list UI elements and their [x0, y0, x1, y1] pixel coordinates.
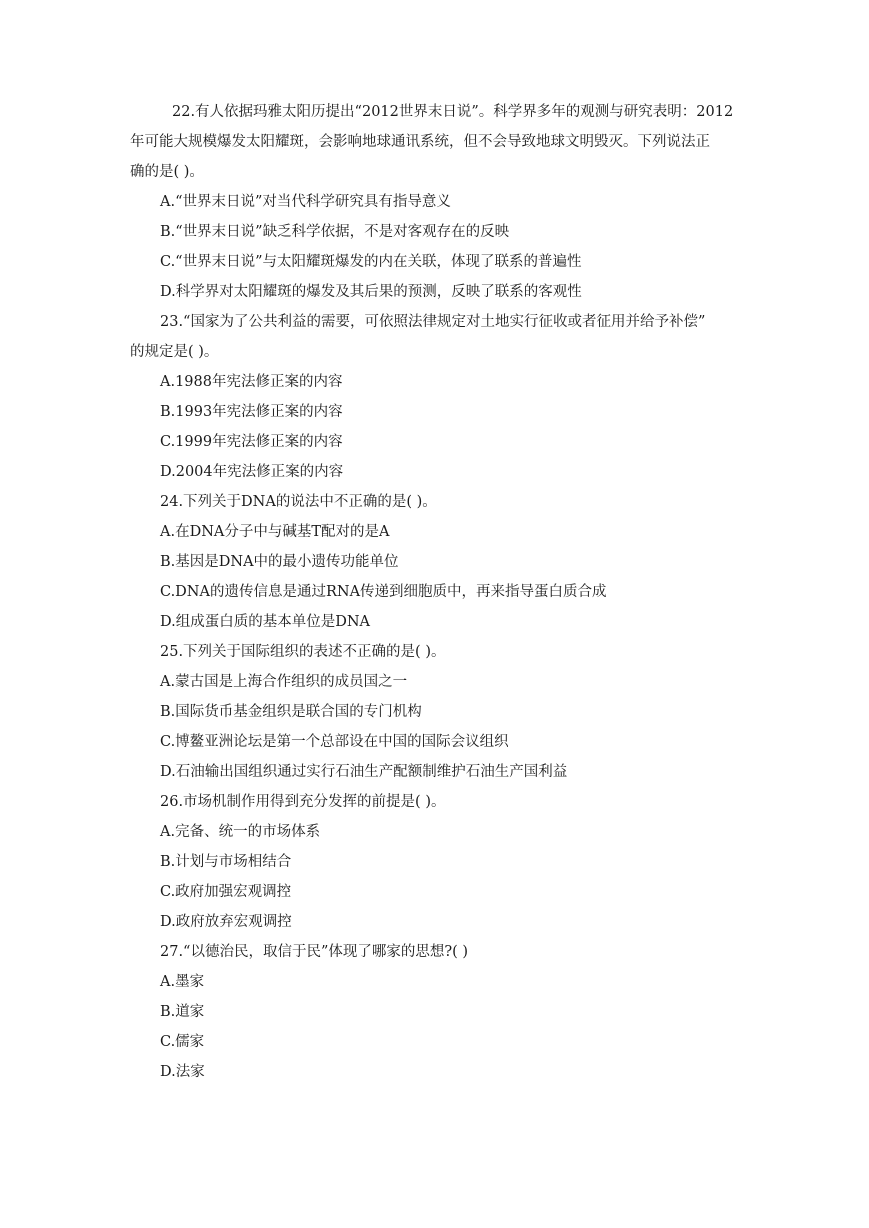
q25-option-b: B.国际货币基金组织是联合国的专门机构: [160, 704, 422, 720]
q24-stem: 24.下列关于DNA的说法中不正确的是( )。: [160, 494, 437, 510]
q25-option-c: C.博鳌亚洲论坛是第一个总部设在中国的国际会议组织: [160, 734, 509, 750]
q23-stem-line-2: 的规定是( )。: [130, 344, 219, 360]
q23-option-a: A.1988年宪法修正案的内容: [160, 374, 343, 390]
q26-option-a: A.完备、统一的市场体系: [160, 824, 321, 840]
q22-option-a: A.“世界末日说”对当代科学研究具有指导意义: [160, 194, 451, 210]
q24-option-a: A.在DNA分子中与碱基T配对的是A: [160, 524, 390, 540]
q25-option-d: D.石油输出国组织通过实行石油生产配额制维护石油生产国利益: [160, 764, 568, 780]
q23-option-d: D.2004年宪法修正案的内容: [160, 464, 344, 480]
q24-option-b: B.基因是DNA中的最小遗传功能单位: [160, 554, 399, 570]
q27-option-b: B.道家: [160, 1004, 205, 1020]
q26-stem: 26.市场机制作用得到充分发挥的前提是( )。: [160, 794, 446, 810]
q27-option-d: D.法家: [160, 1064, 205, 1080]
q22-option-b: B.“世界末日说”缺乏科学依据，不是对客观存在的反映: [160, 224, 510, 240]
q22-stem-line-2: 年可能大规模爆发太阳耀斑，会影响地球通讯系统，但不会导致地球文明毁灭。下列说法正: [130, 134, 710, 150]
q23-option-b: B.1993年宪法修正案的内容: [160, 404, 343, 420]
q24-option-c: C.DNA的遗传信息是通过RNA传递到细胞质中，再来指导蛋白质合成: [160, 584, 607, 600]
q25-stem: 25.下列关于国际组织的表述不正确的是( )。: [160, 644, 446, 660]
q27-stem: 27.“以德治民，取信于民”体现了哪家的思想?( ): [160, 944, 469, 960]
q27-option-a: A.墨家: [160, 974, 205, 990]
q22-option-c: C.“世界末日说”与太阳耀斑爆发的内在关联，体现了联系的普遍性: [160, 254, 582, 270]
q26-option-b: B.计划与市场相结合: [160, 854, 292, 870]
q23-stem-line-1: 23.“国家为了公共利益的需要，可依照法律规定对土地实行征收或者征用并给予补偿”: [160, 314, 706, 330]
q27-option-c: C.儒家: [160, 1034, 205, 1050]
q22-stem-line-3: 确的是( )。: [130, 164, 204, 180]
q22-stem-line-1: 22.有人依据玛雅太阳历提出“2012世界末日说”。科学界多年的观测与研究表明：2012: [172, 104, 734, 120]
q24-option-d: D.组成蛋白质的基本单位是DNA: [160, 614, 371, 630]
question-list: [130, 97, 770, 1087]
q23-option-c: C.1999年宪法修正案的内容: [160, 434, 343, 450]
q26-option-c: C.政府加强宏观调控: [160, 884, 292, 900]
q26-option-d: D.政府放弃宏观调控: [160, 914, 292, 930]
q25-option-a: A.蒙古国是上海合作组织的成员国之一: [160, 674, 408, 690]
q22-option-d: D.科学界对太阳耀斑的爆发及其后果的预测，反映了联系的客观性: [160, 284, 582, 300]
